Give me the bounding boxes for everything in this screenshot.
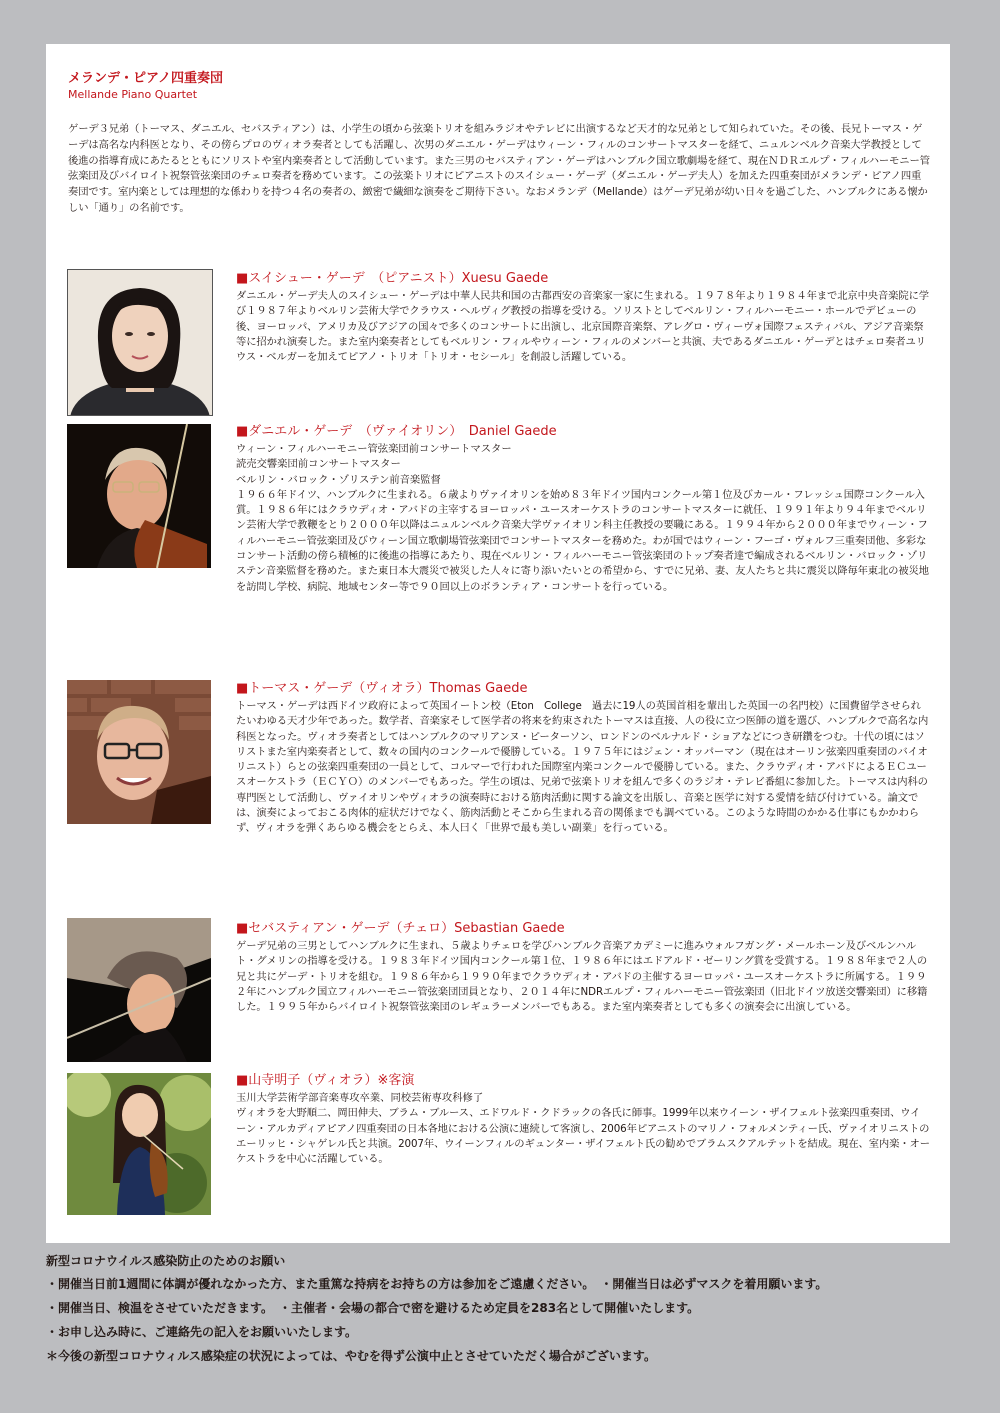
member-section-thomas	[236, 680, 930, 837]
photo-xuesu-gaede	[67, 269, 213, 416]
member-name: ■セバスティアン・ゲーデ（チェロ）Sebastian Gaede	[236, 921, 565, 936]
photo-akiko-yamadera	[67, 1073, 211, 1215]
member-title-line: 読売交響楽団前コンサートマスター	[236, 458, 401, 471]
page-subtitle: Mellande Piano Quartet	[68, 88, 198, 101]
member-section-yamadera	[236, 1072, 930, 1167]
notice-title: 新型コロナウイルス感染防止のためのお願い	[46, 1254, 286, 1268]
member-title-line: ベルリン・バロック・ゾリステン前音楽監督	[236, 473, 441, 486]
member-section-xuesu	[236, 270, 930, 365]
member-bio: ゲーデ兄弟の三男としてハンブルクに生まれ、５歳よりチェロを学びハンブルク音楽アカデミーに進みウォルフガング・メールホーン及びベルンハルト・グメリンの指導を受ける。１９８３年ドイツ国内コンクール第１位、１９８６年にはエドアルド・ゼーリング賞を受賞する。１９８８年まで２人の兄と共にゲーデ・トリオを組む。１９８６年から１９９０年までクラウディオ・アバドの主催するヨーロッパ・ユースオーケストラに所属する。１９９２年にハンブルク国立フィルハーモニー管弦楽団団員となり、２０１４年にNDRエルプ・フィルハーモニー管弦楽団（旧北ドイツ放送交響楽団）に移籍した。１９９５年からバイロイト祝祭管弦楽団のレギュラーメンバーでもある。また室内楽奏者としても多くの演奏会に出演している。	[236, 940, 928, 1014]
notice-item: ＊今後の新型コロナウィルス感染症の状況によっては、やむを得ず公演中止とさせていただく場合がございます。	[46, 1349, 656, 1363]
notice-item: ・お申し込み時に、ご連絡先の記入をお願いいたします。	[46, 1325, 358, 1339]
member-name: ■山寺明子（ヴィオラ）※客演	[236, 1073, 415, 1088]
content-panel	[46, 44, 950, 1243]
member-name: ■トーマス・ゲーデ（ヴィオラ）Thomas Gaede	[236, 681, 528, 696]
photo-daniel-gaede	[67, 424, 211, 568]
notice-item: ・開催当日、検温をさせていただきます。 ・主催者・会場の都合で密を避けるため定員を283名として開催いたします。	[46, 1301, 700, 1315]
member-bio: １９６６年ドイツ、ハンブルクに生まれる。６歳よりヴァイオリンを始め８３年ドイツ国内コンクール第１位及びカール・フレッシュ国際コンクール入賞。１９８６年にはクラウディオ・アバドの主宰するヨーロッパ・ユースオーケストラのコンサートマスターに就任、１９９１年より９４年までベルリン芸術大学で教鞭をとり２０００年以降はニュルンベルク音楽大学ヴァイオリン科主任教授の要職にある。１９９４年から２０００年までウィーン・フィルハーモニー管弦楽団及びウィーン国立歌劇場管弦楽団でコンサートマスターを務めた。わが国ではウィーン・フーゴ・ヴォルフ三重奏団他、多彩なコンサート活動の傍ら積極的に後進の指導にあたり、現在ベルリン・フィルハーモニー管弦楽団のトップ奏者達で編成されるベルリン・バロック・ゾリステン音楽監督を務めた。また東日本大震災で被災した人々に寄り添いたいとの希望から、すでに兄弟、妻、友人たちと共に震災以降毎年東北の被災地を訪問し学校、病院、地域センター等で９０回以上のボランティア・コンサートを行っている。	[236, 488, 929, 593]
member-bio: ヴィオラを大野順二、岡田伸夫、ブラム・ブルース、エドワルド・クドラックの各氏に師事。1999年以来ウイーン・ザイフェルト弦楽四重奏団、ウイーン・アルカディアピアノ四重奏団の日本各地における公演に連続して客演し、2006年ピアニストのマリノ・フォルメンティー氏、ヴァイオリニストのエーリッヒ・シャゲレル氏と共演。2007年、ウイーンフィルのギュンター・ザイフェルト氏の勧めでブラムスクアルテットを結成。現在、室内楽・オーケストラを中心に活躍している。	[236, 1107, 930, 1166]
member-section-sebastian	[236, 920, 930, 1015]
member-title-line: ウィーン・フィルハーモニー管弦楽団前コンサートマスター	[236, 443, 512, 455]
member-name: ■ダニエル・ゲーデ （ヴァイオリン） Daniel Gaede	[236, 424, 557, 439]
covid-notice	[46, 1252, 966, 1372]
member-title-line: 玉川大学芸術学部音楽専攻卒業、同校芸術専攻科修了	[236, 1092, 484, 1104]
page-title: メランデ・ピアノ四重奏団	[68, 71, 223, 86]
member-bio: ダニエル・ゲーデ夫人のスイシュー・ゲーデは中華人民共和国の古都西安の音楽家一家に生まれる。１９７８年より１９８４年まで北京中央音楽院に学び１９８７年よりベルリン芸術大学でクラウス・ヘルヴィグ教授の指導を受ける。ソリストとしてベルリン・フィルハーモニー・ホールでデビューの後、ヨーロッパ、アメリカ及びアジアの国々で多くのコンサートに出演し、北京国際音楽祭、アレグロ・ヴィーヴォ国際フェスティバル、アジア音楽祭等に招かれ演奏した。また室内楽奏者としてもベルリン・フィルやウィーン・フィルのメンバーと共演、夫であるダニエル・ゲーデとはチェロ奏者ユリウス・ベルガーを加えてピアノ・トリオ「トリオ・セシール」を創設し活躍している。	[236, 290, 929, 364]
member-section-daniel	[236, 423, 930, 595]
notice-item: ・開催当日前1週間に体調が優れなかった方、また重篤な持病をお持ちの方は参加をご遠慮ください。 ・開催当日は必ずマスクを着用願います。	[46, 1277, 828, 1291]
intro-paragraph: ゲーデ３兄弟（トーマス、ダニエル、セバスティアン）は、小学生の頃から弦楽トリオを組みラジオやテレビに出演するなど天才的な兄弟として知られていた。その後、長兄トーマス・ゲーデは高名な内科医となり、その傍らプロのヴィオラ奏者としても活躍し、次男のダニエル・ゲーデはウィーン・フィルのコンサートマスターを経て、ニュルンベルク音楽大学教授として後進の指導育成にあたるとともにソリストや室内楽奏者として活動しています。また三男のセバスティアン・ゲーデはハンブルク国立歌劇場を経て、現在ＮＤＲエルプ・フィルハーモニー管弦楽団及びバイロイト祝祭管弦楽団のチェロ奏者を務めています。この弦楽トリオにピアニストのスイシュー・ゲーデ（ダニエル・ゲーデ夫人）を加えた四重奏団がメランデ・ピアノ四重奏団です。室内楽としては理想的な係わりを持つ４名の奏者の、緻密で繊細な演奏をご期待下さい。なおメランデ（Mellande）はゲーデ兄弟が幼い日々を過ごした、ハンブルクにある懐かしい「通り」の名前です。	[68, 123, 930, 214]
photo-thomas-gaede	[67, 680, 211, 824]
member-bio: トーマス・ゲーデは西ドイツ政府によって英国イートン校（Eton College 過去に19人の英国首相を輩出した英国一の名門校）に国費留学させられたいわゆる天才少年であった。数学者、音楽家そして医学者の将来を約束されたトーマスは直接、人の役に立つ医師の道を選び、ハンブルクで高名な内科医となった。ヴィオラ奏者としてはハンブルクのマリアンヌ・ピーターソン、ロンドンのベルナルド・ショアなどにつき研鑽をつむ。十代の頃にはソリストまた室内楽奏者として、数々の国内のコンクールで優勝している。１９７５年にはジェン・オッパーマン（現在はオーリン弦楽四重奏団のバイオリニスト）らとの弦楽四重奏団の一員として、コルマーで行われた国際室内楽コンクールで優勝している。また、クラウディオ・アバドによるＥＣユースオーケストラ（ＥＣＹＯ）のメンバーでもあった。学生の頃は、兄弟で弦楽トリオを組んで多くのラジオ・テレビ番組に参加した。トーマスは内科の専門医として活動し、ヴァイオリンやヴィオラの演奏時における筋肉活動に関する論文を出版し、音楽と医学に対する愛情を結び付けている。論文では、演奏によっておこる肉体的症状だけでなく、筋肉活動とそこから生まれる音の関係までも調べている。このような時間のかかる仕事にもかかわらず、ヴィオラを弾くあらゆる機会をとらえ、本人曰く「世界で最も美しい副業」を行っている。	[236, 700, 929, 835]
photo-sebastian-gaede	[67, 918, 211, 1062]
member-name: ■スイシュー・ゲーデ （ピアニスト）Xuesu Gaede	[236, 271, 549, 286]
